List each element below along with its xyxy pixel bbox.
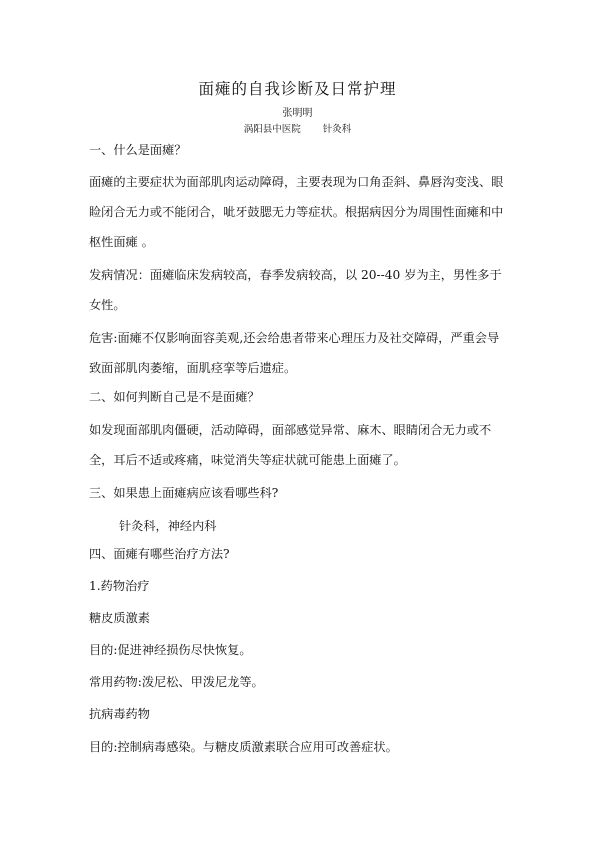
section-3-departments: 针灸科，神经内科: [119, 519, 217, 533]
section-4-heading: 四、面瘫有哪些治疗方法?: [89, 547, 230, 561]
drug-antiviral: 抗病毒药物: [89, 707, 150, 721]
affiliation: [0, 121, 595, 135]
section-1-paragraph-symptoms: 面瘫的主要症状为面部肌肉运动障碍，主要表现为口角歪斜、鼻唇沟变浅、眼睑闭合无力或不能闭合，呲牙鼓腮无力等症状。根据病因分为周围性面瘫和中枢性面瘫 。: [89, 175, 504, 249]
drug-glucocorticoid-common: 常用药物:泼尼松、甲泼尼龙等。: [89, 675, 264, 689]
drug-glucocorticoid: 糖皮质激素: [89, 611, 150, 625]
section-3-heading: 三、如果患上面瘫病应该看哪些科?: [89, 486, 279, 500]
department-name: 针灸科: [322, 124, 352, 135]
treatment-item-drug-therapy: 1.药物治疗: [89, 579, 150, 593]
drug-antiviral-goal: 目的:控制病毒感染。与糖皮质激素联合应用可改善症状。: [89, 740, 398, 754]
section-1-paragraph-incidence: 发病情况：面瘫临床发病较高，春季发病较高，以 20--40 岁为主，男性多于女性。: [89, 268, 502, 312]
author-name: 张明明: [282, 108, 313, 119]
section-2-paragraph: 如发现面部肌肉僵硬，活动障碍，面部感觉异常、麻木、眼睛闭合无力或不全，耳后不适或疼痛，味觉消失等症状就可能患上面瘫了。: [89, 423, 492, 467]
document-title: 面瘫的自我诊断及日常护理: [198, 80, 397, 98]
drug-glucocorticoid-goal: 目的:促进神经损伤尽快恢复。: [89, 643, 252, 657]
section-1-paragraph-harm: 危害:面瘫不仅影响面容美观,还会给患者带来心理压力及社交障碍，严重会导致面部肌肉萎缩，面肌痉挛等后遗症。: [89, 331, 500, 375]
section-1-heading: 一、什么是面瘫？: [89, 143, 187, 157]
section-2-heading: 二、如何判断自己是不是面瘫？: [89, 390, 260, 404]
hospital-name: 涡阳县中医院: [243, 124, 301, 135]
